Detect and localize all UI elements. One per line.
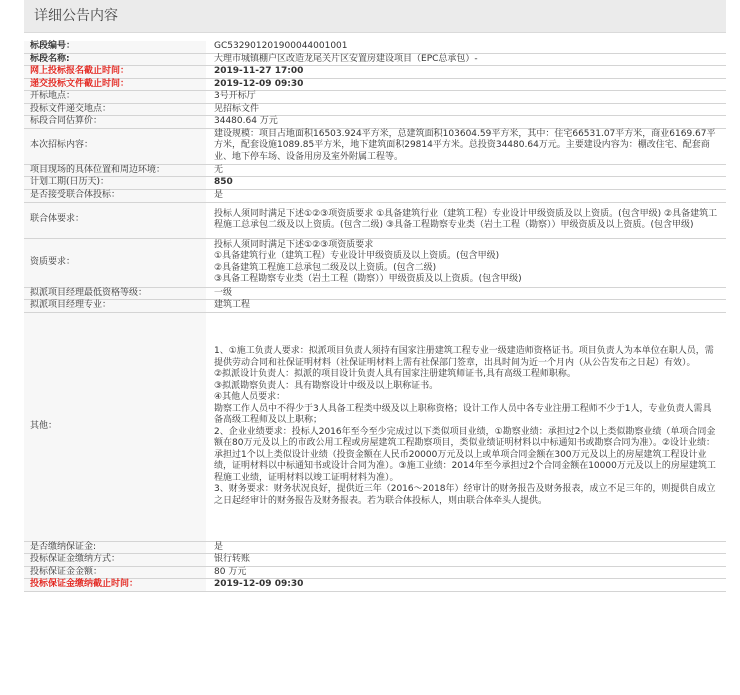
row-pm-specialty	[24, 300, 726, 313]
row-label: 投标文件递交地点：	[24, 103, 206, 116]
row-label: 是否缴纳保证金:	[24, 541, 206, 554]
row-label: 投标保证金缴纳截止时间：	[24, 579, 206, 592]
row-contract-estimate	[24, 116, 726, 129]
row-value: 80 万元	[206, 566, 726, 579]
row-joint-venture-requirements	[24, 202, 726, 238]
row-value: 34480.64 万元	[206, 116, 726, 129]
row-label: 拟派项目经理专业：	[24, 300, 206, 313]
row-label: 是否接受联合体投标：	[24, 190, 206, 203]
value-paragraph: 2、企业业绩要求：投标人2016年至今至少完成过以下类似项目业绩，①勘察业绩：承担过2个以上类似勘察业绩（单项合同金额在80万元及以上的市政公用工程或房屋建筑工程勘察项目，类似业绩证明材料以中标通知书或勘察合同为准）。②设计业绩：承担过1个以上类似设计业绩（投资金额在人民币20000万元及以上或单项合同金额在300万元及以上的房屋建筑工程设计业绩，证明材料以中标通知书或设计合同为准）。③施工业绩：2014年至今承担过2个合同金额在10000万元及以上的房屋建筑工程施工业绩，证明材料以竣工证明材料为准）。	[214, 426, 716, 483]
row-value: 大理市城镇棚户区改造龙尾关片区安置房建设项目（EPC总承包）-	[206, 53, 726, 66]
row-label: 网上投标报名截止时间：	[24, 66, 206, 79]
row-label: 拟派项目经理最低资格等级：	[24, 287, 206, 300]
value-paragraph: 3、财务要求：财务状况良好，提供近三年（2016～2018年）经审计的财务报告及财务报表，成立不足三年的，则提供自成立之日起经审计的财务报告及财务报表。若为联合体投标人，则由联合体牵头人提供。	[214, 484, 716, 506]
row-qualification-requirements	[24, 238, 726, 287]
row-value: 2019-12-09 09:30	[206, 579, 726, 592]
row-label: 开标地点：	[24, 91, 206, 104]
row-section-name	[24, 53, 726, 66]
row-value: GC532901201900044001001	[206, 41, 726, 53]
value-paragraph: ①具备建筑行业（建筑工程）专业设计甲级资质及以上资质。(包含甲级)	[214, 251, 500, 261]
row-value	[206, 312, 726, 541]
row-label: 标段编号：	[24, 41, 206, 53]
row-label: 标段名称:	[24, 53, 206, 66]
row-pm-min-grade	[24, 287, 726, 300]
row-value: 是	[206, 541, 726, 554]
row-bid-submission-location	[24, 103, 726, 116]
row-deposit-payment-method	[24, 554, 726, 567]
row-online-registration-deadline	[24, 66, 726, 79]
page-title: 详细公告内容	[34, 8, 118, 24]
row-bid-opening-location	[24, 91, 726, 104]
row-bid-submission-deadline	[24, 78, 726, 91]
row-label: 其他：	[24, 312, 206, 541]
row-value: 建筑工程	[206, 300, 726, 313]
row-value: 2019-12-09 09:30	[206, 78, 726, 91]
row-section-number	[24, 41, 726, 53]
row-deposit-required	[24, 541, 726, 554]
row-label: 计划工期(日历天)：	[24, 177, 206, 190]
row-label: 递交投标文件截止时间：	[24, 78, 206, 91]
row-value: 3号开标厅	[206, 91, 726, 104]
row-label: 投标保证金缴纳方式：	[24, 554, 206, 567]
row-label: 项目现场的具体位置和周边环境：	[24, 164, 206, 177]
row-site-location	[24, 164, 726, 177]
row-label: 本次招标内容：	[24, 128, 206, 164]
row-value: 一级	[206, 287, 726, 300]
announcement-panel	[24, 0, 726, 592]
details-table	[24, 41, 726, 592]
row-other-requirements	[24, 312, 726, 541]
row-tender-scope	[24, 128, 726, 164]
row-value	[206, 128, 726, 164]
value-paragraph: 建设规模：项目占地面积16503.924平方米，总建筑面积103604.59平方米，其中：住宅66531.07平方米，商业6169.67平方米，配套设施1089.85平方米，地下建筑面积29814平方米。总投资34480.64万元。主要建设内容为：棚改住宅、配套商业、地下停车场、设备用房及室外附属工程等。	[214, 128, 716, 162]
row-value: 2019-11-27 17:00	[206, 66, 726, 79]
value-paragraph: 投标人须同时满足下述①②③项资质要求 ①具备建筑行业（建筑工程）专业设计甲级资质及以上资质。(包含甲级) ②具备建筑工程施工总承包二级及以上资质。(包含二级) ③具备工程勘察专业类（岩土工程（勘察））甲级资质及以上资质。(包含甲级)	[214, 208, 718, 230]
row-value: 银行转账	[206, 554, 726, 567]
value-paragraph: ④其他人员要求：	[214, 392, 286, 402]
row-label: 资质要求：	[24, 238, 206, 287]
value-paragraph: ②具备建筑工程施工总承包二级及以上资质。(包含二级)	[214, 262, 437, 273]
row-label: 标段合同估算价：	[24, 116, 206, 129]
row-value: 是	[206, 190, 726, 203]
row-value: 见招标文件	[206, 103, 726, 116]
row-value	[206, 202, 726, 238]
row-value: 无	[206, 164, 726, 177]
panel-header	[24, 0, 726, 33]
value-paragraph: ②拟派设计负责人：拟派的项目设计负责人具有国家注册建筑师证书,具有高级工程师职称。	[214, 369, 576, 379]
value-paragraph: 勘察工作人员中不得少于3人具备工程类中级及以上职称资格；设计工作人员中各专业注册工程师不少于1人，专业负责人需具备高级工程师及以上职称；	[214, 403, 712, 425]
row-joint-venture-accepted	[24, 190, 726, 203]
value-paragraph: ③拟派勘察负责人：具有勘察设计中级及以上职称证书。	[214, 380, 439, 391]
row-value	[206, 238, 726, 287]
row-deposit-deadline	[24, 579, 726, 592]
row-planned-duration	[24, 177, 726, 190]
value-paragraph: ③具备工程勘察专业类（岩土工程（勘察））甲级资质及以上资质。(包含甲级)	[214, 274, 522, 284]
row-value: 850	[206, 177, 726, 190]
row-label: 联合体要求：	[24, 202, 206, 238]
value-paragraph: 投标人须同时满足下述①②③项资质要求	[214, 239, 374, 250]
row-deposit-amount	[24, 566, 726, 579]
row-label: 投标保证金金额：	[24, 566, 206, 579]
value-paragraph: 1、①施工负责人要求：拟派项目负责人须持有国家注册建筑工程专业一级建造师资格证书。项目负责人为本单位在职人员，需提供劳动合同和社保证明材料（社保证明材料上需有社保部门签章，出具时间为近一个月内（从公告发布之日起）有效）。	[214, 346, 714, 368]
